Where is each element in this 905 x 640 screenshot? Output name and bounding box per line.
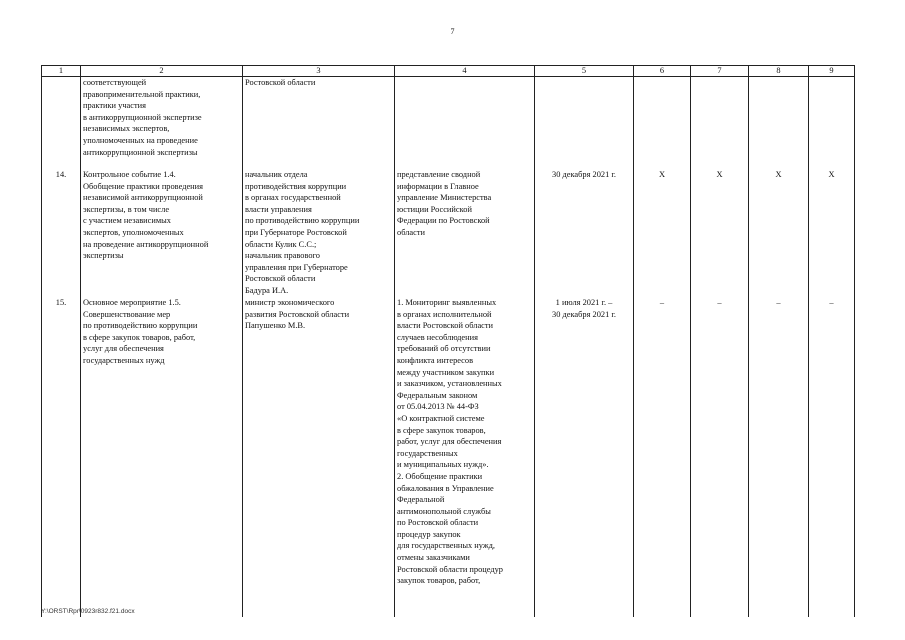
col-header-3: 3 [243,66,395,77]
expected-result: представление сводной информации в Главное управление Министерства юстиции Российской Федерации по Ростовской области [395,169,535,297]
col7-value: X [691,169,749,297]
col-header-7: 7 [691,66,749,77]
event-name: соответствующей правоприменительной практики, практики участия в антикоррупционной экспертизе независимых экспертов, уполномоченных на проведение антикоррупционной экспертизы [81,77,243,170]
col-header-6: 6 [634,66,691,77]
row-number: 14. [42,169,81,297]
col7-value: – [691,297,749,617]
col9-value [809,77,855,170]
table-row [42,169,855,297]
col-header-5: 5 [535,66,634,77]
col-header-1: 1 [42,66,81,77]
row-number [42,77,81,170]
expected-result: 1. Мониторинг выявленных в органах исполнительной власти Ростовской области случаев несоблюдения требований об отсутствии конфликта интересов между участником закупки и заказчиком, установленных Федеральным законом от 05.04.2013 № 44-ФЗ «О контрактной системе в сфере закупок товаров, работ, услуг для обеспечения государственных и муниципальных нужд». 2. Обобщение практики обжалования в Управление Федеральной антимонопольной службы по Ростовской области процедур закупок для государственных нужд, отмены заказчиками Ростовской области процедур закупок товаров, работ, [395,297,535,617]
table-row [42,77,855,170]
deadline [535,77,634,170]
expected-result [395,77,535,170]
col7-value [691,77,749,170]
col-header-8: 8 [749,66,809,77]
col9-value: X [809,169,855,297]
responsible-person: начальник отдела противодействия коррупции в органах государственной власти управления по противодействию коррупции при Губернаторе Ростовской области Кулик С.С.; начальник правового управления при Губернаторе Ростовской области Бадура И.А. [243,169,395,297]
deadline: 1 июля 2021 г. – 30 декабря 2021 г. [535,297,634,617]
col-header-4: 4 [395,66,535,77]
col6-value: – [634,297,691,617]
col6-value: X [634,169,691,297]
col8-value: – [749,297,809,617]
header-row [42,66,855,77]
page-number: 7 [450,27,455,36]
responsible-person: Ростовской области [243,77,395,170]
col8-value: X [749,169,809,297]
event-name: Контрольное событие 1.4. Обобщение практики проведения независимой антикоррупционной экспертизы, в том числе с участием независимых экспертов, уполномоченных на проведение антикоррупционной экспертизы [81,169,243,297]
responsible-person: министр экономического развития Ростовской области Папушенко М.В. [243,297,395,617]
row-number: 15. [42,297,81,617]
table-row [42,297,855,617]
col-header-2: 2 [81,66,243,77]
file-path-footer: Y:\ORST\Rpr\0923r832.f21.docx [41,608,135,615]
event-name: Основное мероприятие 1.5. Совершенствование мер по противодействию коррупции в сфере закупок товаров, работ, услуг для обеспечения государственных нужд [81,297,243,617]
col8-value [749,77,809,170]
col6-value [634,77,691,170]
col9-value: – [809,297,855,617]
plan-table [41,65,855,617]
deadline: 30 декабря 2021 г. [535,169,634,297]
col-header-9: 9 [809,66,855,77]
